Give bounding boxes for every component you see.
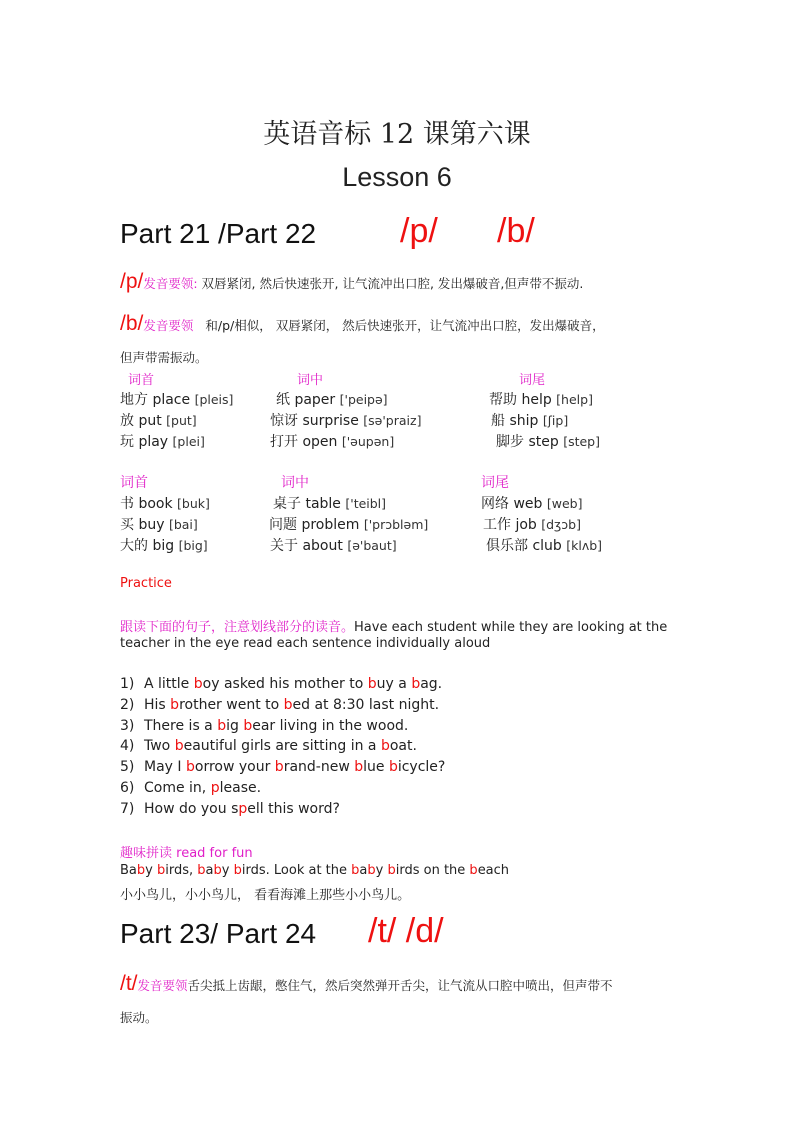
word-ipa: [ə'baut] <box>347 538 397 553</box>
highlight-letter: b <box>217 717 227 734</box>
word-zh: 书 <box>120 496 134 512</box>
b-description <box>120 312 605 336</box>
fun-fragment: y <box>145 863 157 878</box>
word-en: play <box>138 434 169 450</box>
word-en: buy <box>138 517 165 533</box>
fun-fragment: y <box>375 863 388 878</box>
practice-label: Practice <box>120 576 172 591</box>
table1-header-middle: 词中 <box>297 373 324 388</box>
highlight-letter: b <box>185 759 195 776</box>
fun-fragment: irds, <box>165 863 198 878</box>
table-cell <box>491 410 568 430</box>
sentence-fragment: icycle? <box>397 759 446 776</box>
part1-symbol-p: /p/ <box>400 212 438 250</box>
word-en: job <box>515 517 537 533</box>
word-zh: 网络 <box>481 496 509 512</box>
word-en: web <box>513 496 543 512</box>
word-ipa: [sə'praiz] <box>363 413 422 428</box>
highlight-letter: b <box>193 676 203 692</box>
table-cell <box>120 389 233 409</box>
list-item <box>120 759 446 776</box>
p-description <box>120 270 583 294</box>
highlight-letter: b <box>213 863 222 878</box>
part2-symbols: /t/ /d/ <box>368 912 444 950</box>
sentence-fragment: rand-new <box>283 759 355 776</box>
sentence-fragment: Come in, <box>144 780 211 796</box>
table1-header-start: 词首 <box>128 373 155 388</box>
table-cell <box>273 493 386 513</box>
word-en: problem <box>301 517 360 533</box>
b-desc-label: 发音要领 <box>143 318 194 333</box>
fun-fragment: irds. Look at the <box>241 863 352 878</box>
word-zh: 桌子 <box>273 496 301 512</box>
list-number: 7) <box>120 800 135 817</box>
list-item <box>120 800 340 817</box>
word-ipa: ['əupən] <box>341 434 395 449</box>
table-cell <box>120 410 197 430</box>
highlight-letter: b <box>156 863 166 878</box>
highlight-letter: b <box>411 676 421 692</box>
table-cell <box>120 514 198 534</box>
table-cell <box>120 493 210 513</box>
fun-fragment: y <box>221 863 234 878</box>
table2-header-start: 词首 <box>120 475 148 491</box>
highlight-letter: b <box>233 863 242 878</box>
sentence-fragment: ig <box>226 717 244 734</box>
highlight-letter: p <box>238 800 248 817</box>
highlight-letter: b <box>367 863 376 878</box>
part2-heading: Part 23/ Part 24 <box>120 918 317 949</box>
word-en: help <box>521 392 552 408</box>
highlight-letter: b <box>274 759 284 776</box>
highlight-letter: b <box>387 863 396 878</box>
highlight-letter: b <box>170 696 180 713</box>
instruction-en1: Have each student while they are looking at the <box>354 620 668 635</box>
word-en: big <box>152 538 175 554</box>
sentence-fragment: lease. <box>219 780 262 796</box>
word-en: place <box>152 392 191 408</box>
word-zh: 买 <box>120 517 134 533</box>
word-zh: 地方 <box>120 392 148 408</box>
table-cell <box>486 535 602 555</box>
table-cell <box>120 535 208 555</box>
word-zh: 船 <box>491 413 505 429</box>
word-zh: 惊讶 <box>270 413 298 429</box>
sentence-text <box>144 718 408 734</box>
word-zh: 玩 <box>120 434 134 450</box>
sentence-text <box>144 759 445 775</box>
table-cell <box>496 431 600 451</box>
list-item <box>120 676 443 692</box>
b-desc-text-line2: 但声带需振动。 <box>120 350 208 365</box>
sentence-fragment: orrow your <box>194 759 275 776</box>
word-ipa: [help] <box>556 392 593 407</box>
word-ipa: ['teibl] <box>345 496 387 511</box>
sentence-fragment: A little <box>144 676 194 692</box>
fun-heading-zh: 趣味拼读 <box>120 846 173 861</box>
instruction-line1 <box>120 616 667 635</box>
word-en: club <box>532 538 562 554</box>
sentence-text <box>144 676 442 692</box>
list-number: 6) <box>120 780 135 796</box>
sentence-fragment: lue <box>363 759 389 776</box>
word-ipa: [pleis] <box>194 392 234 407</box>
word-en: put <box>138 413 162 429</box>
page-title: 英语音标 12 课第六课 <box>263 119 531 150</box>
table-cell <box>481 493 582 513</box>
word-zh: 脚步 <box>496 434 524 450</box>
word-ipa: [dʒɔb] <box>541 517 581 532</box>
sentence-text <box>144 697 439 713</box>
word-ipa: [put] <box>166 413 197 428</box>
word-ipa: [bai] <box>168 517 198 532</box>
instruction-line2: teacher in the eye read each sentence individually aloud <box>120 636 491 651</box>
word-zh: 俱乐部 <box>486 538 528 554</box>
fun-fragment: a <box>359 863 368 878</box>
word-ipa: [klʌb] <box>566 538 603 553</box>
list-number: 5) <box>120 759 135 776</box>
sentence-fragment: May I <box>144 759 186 776</box>
word-zh: 打开 <box>270 434 298 450</box>
fun-fragment: a <box>205 863 214 878</box>
sentence-text <box>144 801 340 817</box>
part1-heading: Part 21 /Part 22 <box>120 218 317 249</box>
list-item <box>120 780 262 796</box>
word-zh: 帮助 <box>489 392 517 408</box>
sentence-fragment: eautiful girls are sitting in a <box>183 738 381 755</box>
highlight-letter: b <box>388 759 398 776</box>
word-en: table <box>305 496 341 512</box>
table2-header-end: 词尾 <box>481 475 509 491</box>
sentence-fragment: uy a <box>376 676 412 692</box>
lesson-title: Lesson 6 <box>342 162 452 192</box>
table-cell <box>270 410 421 430</box>
t-desc-text: 舌尖抵上齿龈，憋住气，然后突然弹开舌尖，让气流从口腔中喷出，但声带不 <box>187 978 613 993</box>
sentence-fragment: oat. <box>389 738 417 755</box>
sentence-fragment: ear living in the wood. <box>252 717 409 734</box>
highlight-letter: b <box>354 759 364 776</box>
table-cell <box>270 535 397 555</box>
sentence-text <box>144 738 417 754</box>
fun-fragment: irds on the <box>395 863 470 878</box>
list-number: 1) <box>120 676 135 692</box>
word-ipa: [step] <box>563 434 600 449</box>
highlight-letter: b <box>469 863 478 878</box>
sentence-fragment: His <box>144 696 171 713</box>
word-en: about <box>302 538 343 554</box>
fun-line2: 小小鸟儿，小小鸟儿， 看看海滩上那些小小鸟儿。 <box>120 888 411 903</box>
table-cell <box>489 389 593 409</box>
sentence-fragment: How do you s <box>144 800 239 817</box>
list-item <box>120 696 440 713</box>
highlight-letter: b <box>197 863 206 878</box>
table-cell <box>270 431 394 451</box>
highlight-letter: b <box>380 738 390 755</box>
highlight-letter: b <box>351 863 360 878</box>
list-number: 2) <box>120 696 135 713</box>
word-ipa: [ʃip] <box>542 413 569 428</box>
table-cell <box>276 389 388 409</box>
table2-header-middle: 词中 <box>281 475 309 491</box>
list-number: 4) <box>120 738 135 755</box>
b-desc-symbol: /b/ <box>120 312 144 335</box>
table1-header-end: 词尾 <box>519 373 546 388</box>
word-ipa: [plei] <box>172 434 205 449</box>
p-desc-text: 双唇紧闭, 然后快速张开, 让气流冲出口腔, 发出爆破音,但声带不振动. <box>197 276 584 291</box>
word-zh: 放 <box>120 413 134 429</box>
fun-heading <box>120 842 253 861</box>
highlight-letter: b <box>243 717 253 734</box>
word-en: ship <box>509 413 539 429</box>
highlight-letter: b <box>367 676 377 692</box>
table-cell <box>269 514 428 534</box>
word-zh: 关于 <box>270 538 298 554</box>
word-ipa: [web] <box>546 496 583 511</box>
p-desc-symbol: /p/ <box>120 270 144 293</box>
table-cell <box>120 431 205 451</box>
highlight-letter: b <box>136 863 146 878</box>
word-ipa: ['prɔbləm] <box>363 517 429 532</box>
word-zh: 大的 <box>120 538 148 554</box>
fun-fragment: Ba <box>120 863 137 878</box>
word-zh: 工作 <box>483 517 511 533</box>
word-en: book <box>138 496 173 512</box>
fun-line1 <box>120 863 509 878</box>
list-item <box>120 717 409 734</box>
sentence-fragment: There is a <box>144 717 218 734</box>
word-en: open <box>302 434 338 450</box>
word-ipa: [big] <box>178 538 208 553</box>
highlight-letter: b <box>283 696 293 713</box>
word-ipa: [buk] <box>177 496 210 511</box>
t-description <box>120 972 613 996</box>
sentence-fragment: ed at 8:30 last night. <box>292 696 440 713</box>
t-desc-text-line2: 振动。 <box>120 1010 158 1025</box>
word-zh: 纸 <box>276 392 290 408</box>
fun-fragment: each <box>477 863 510 878</box>
word-ipa: ['peipə] <box>339 392 388 407</box>
b-desc-text: 和/p/相似， 双唇紧闭， 然后快速张开，让气流冲出口腔，发出爆破音， <box>205 318 605 333</box>
sentence-fragment: oy asked his mother to <box>202 676 368 692</box>
t-desc-label: 发音要领 <box>137 978 188 993</box>
table-cell <box>483 514 581 534</box>
highlight-letter: p <box>210 780 220 796</box>
word-zh: 问题 <box>269 517 297 533</box>
list-item <box>120 738 417 755</box>
sentence-fragment: ag. <box>420 676 443 692</box>
sentence-fragment: ell this word? <box>247 800 340 817</box>
sentence-fragment: rother went to <box>179 696 284 713</box>
word-en: step <box>528 434 559 450</box>
list-number: 3) <box>120 717 135 734</box>
word-en: surprise <box>302 413 359 429</box>
part1-symbol-b: /b/ <box>497 212 535 250</box>
t-desc-symbol: /t/ <box>120 972 138 995</box>
fun-heading-en: read for fun <box>172 846 253 861</box>
sentence-fragment: Two <box>144 738 175 755</box>
highlight-letter: b <box>174 738 184 755</box>
instruction-zh: 跟读下面的句子，注意划线部分的读音。 <box>120 620 355 635</box>
p-desc-label: 发音要领: <box>143 276 198 291</box>
sentence-text <box>144 780 261 796</box>
word-en: paper <box>294 392 336 408</box>
